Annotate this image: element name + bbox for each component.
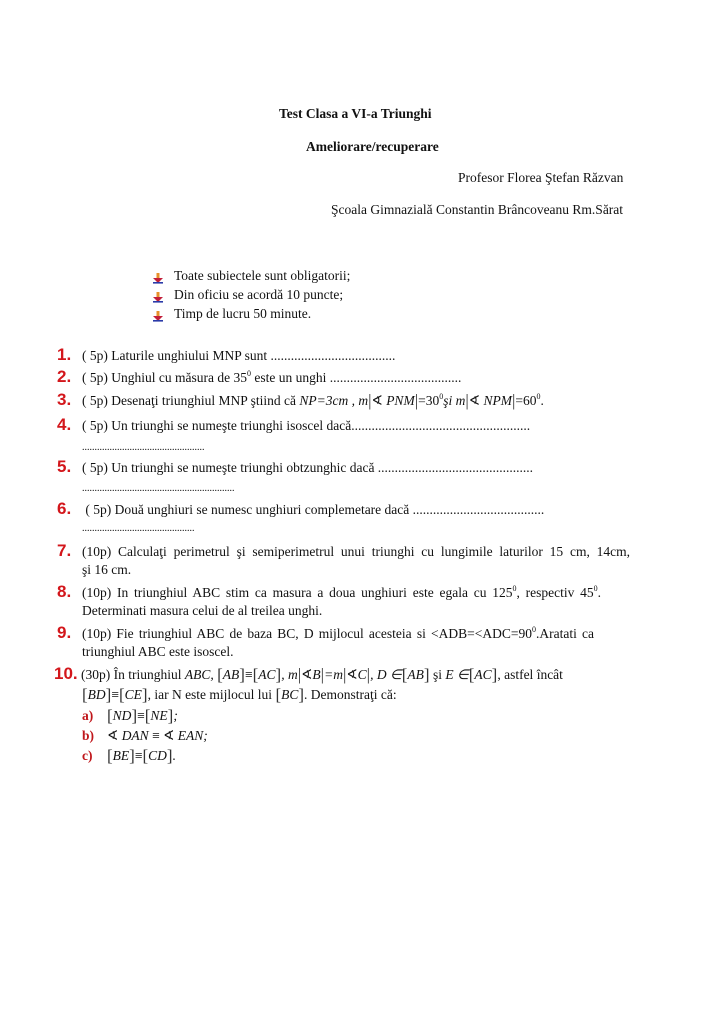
question-8: 8. (10p) In triunghiul ABC stim ca masura a doua unghiuri este egala cu $125^0$, respectiv $45^0$. <box>57 582 602 601</box>
answer-line: ................................................. <box>82 442 205 453</box>
question-1: 1. ( 5p) Laturile unghiului MNP sunt ..................................... <box>57 345 396 364</box>
question-number: 2. <box>57 367 72 386</box>
angle-icon: ∢ <box>163 728 178 743</box>
question-7-continued: şi 16 cm. <box>82 562 132 577</box>
angle-icon: ∢ <box>468 393 484 408</box>
question-number: 10. <box>54 664 78 683</box>
school-name: Şcoala Gimnazială Constantin Brâncoveanu Rm.Sărat <box>331 202 624 217</box>
question-4: 4. ( 5p) Un triunghi se numeşte triunghi isoscel dacă..................................................... <box>57 415 531 434</box>
angle-icon: ∢ <box>301 667 313 682</box>
answer-line: ............................................. <box>82 523 195 534</box>
question-number: 8. <box>57 582 72 601</box>
instruction-item: Toate subiectele sunt obligatorii; <box>152 266 350 285</box>
question-8-continued: Determinati masura celui de al treilea unghi. <box>82 603 323 618</box>
arrow-down-bullet-icon <box>152 289 164 301</box>
instructions-list <box>152 266 350 323</box>
subpoint-b: b) ∢ DAN ≡ ∢ EAN; <box>82 728 208 743</box>
question-number: 3. <box>57 390 72 409</box>
question-9: 9. (10p) Fie triunghiul ABC de baza BC, D mijlocul acesteia si $<ADB=<ADC=90^0.Aratati$ ca <box>57 623 594 642</box>
arrow-down-bullet-icon <box>152 270 164 282</box>
question-number: 9. <box>57 623 72 642</box>
question-number: 7. <box>57 541 72 560</box>
teacher-name: Profesor Florea Ştefan Răzvan <box>458 170 624 185</box>
question-10-continued: [BD]≡[CE], iar N este mijlocul lui [BC]. Demonstraţi că: <box>82 685 397 704</box>
question-2: 2. ( 5p) Unghiul cu măsura de $35^0$ este un unghi ....................................... <box>57 367 462 386</box>
instruction-item: Timp de lucru 50 minute. <box>152 304 350 323</box>
question-number: 4. <box>57 415 72 434</box>
question-number: 5. <box>57 457 72 476</box>
question-number: 1. <box>57 345 72 364</box>
arrow-down-bullet-icon <box>152 308 164 320</box>
instruction-item: Din oficiu se acordă 10 puncte; <box>152 285 350 304</box>
subpoint-a: a) [ND]≡[NE]; <box>82 706 178 725</box>
angle-icon: ∢ <box>107 728 122 743</box>
question-number: 6. <box>57 499 72 518</box>
question-3: 3. ( 5p) Desenaţi triunghiul MNP ştiind că NP=3cm , m|∢ $PNM|=30^0şi$ m|∢ $NPM|=60^0$. <box>57 390 544 410</box>
question-9-continued: triunghiul ABC este isoscel. <box>82 644 234 659</box>
question-10: 10. (30p) În triunghiul ABC, [AB]≡[AC], m|∢B|=m|∢C|, D ∈[AB] şi E ∈[AC], astfel încât <box>54 664 563 684</box>
angle-icon: ∢ <box>371 393 387 408</box>
subpoint-c: c) [BE]≡[CD]. <box>82 746 176 765</box>
question-7: 7. (10p) Calculaţi perimetrul şi semiperimetrul unui triunghi cu lungimile laturilor 15 cm, 14cm, <box>57 541 630 560</box>
question-5: 5. ( 5p) Un triunghi se numeşte triunghi obtzunghic dacă .............................................. <box>57 457 534 476</box>
document-subtitle: Ameliorare/recuperare <box>306 139 439 154</box>
angle-icon: ∢ <box>346 667 358 682</box>
question-6: 6. ( 5p) Două unghiuri se numesc unghiuri complemetare dacă ....................................... <box>57 499 545 518</box>
answer-line: ............................................................. <box>82 483 235 494</box>
document-title: Test Clasa a VI-a Triunghi <box>279 106 432 121</box>
